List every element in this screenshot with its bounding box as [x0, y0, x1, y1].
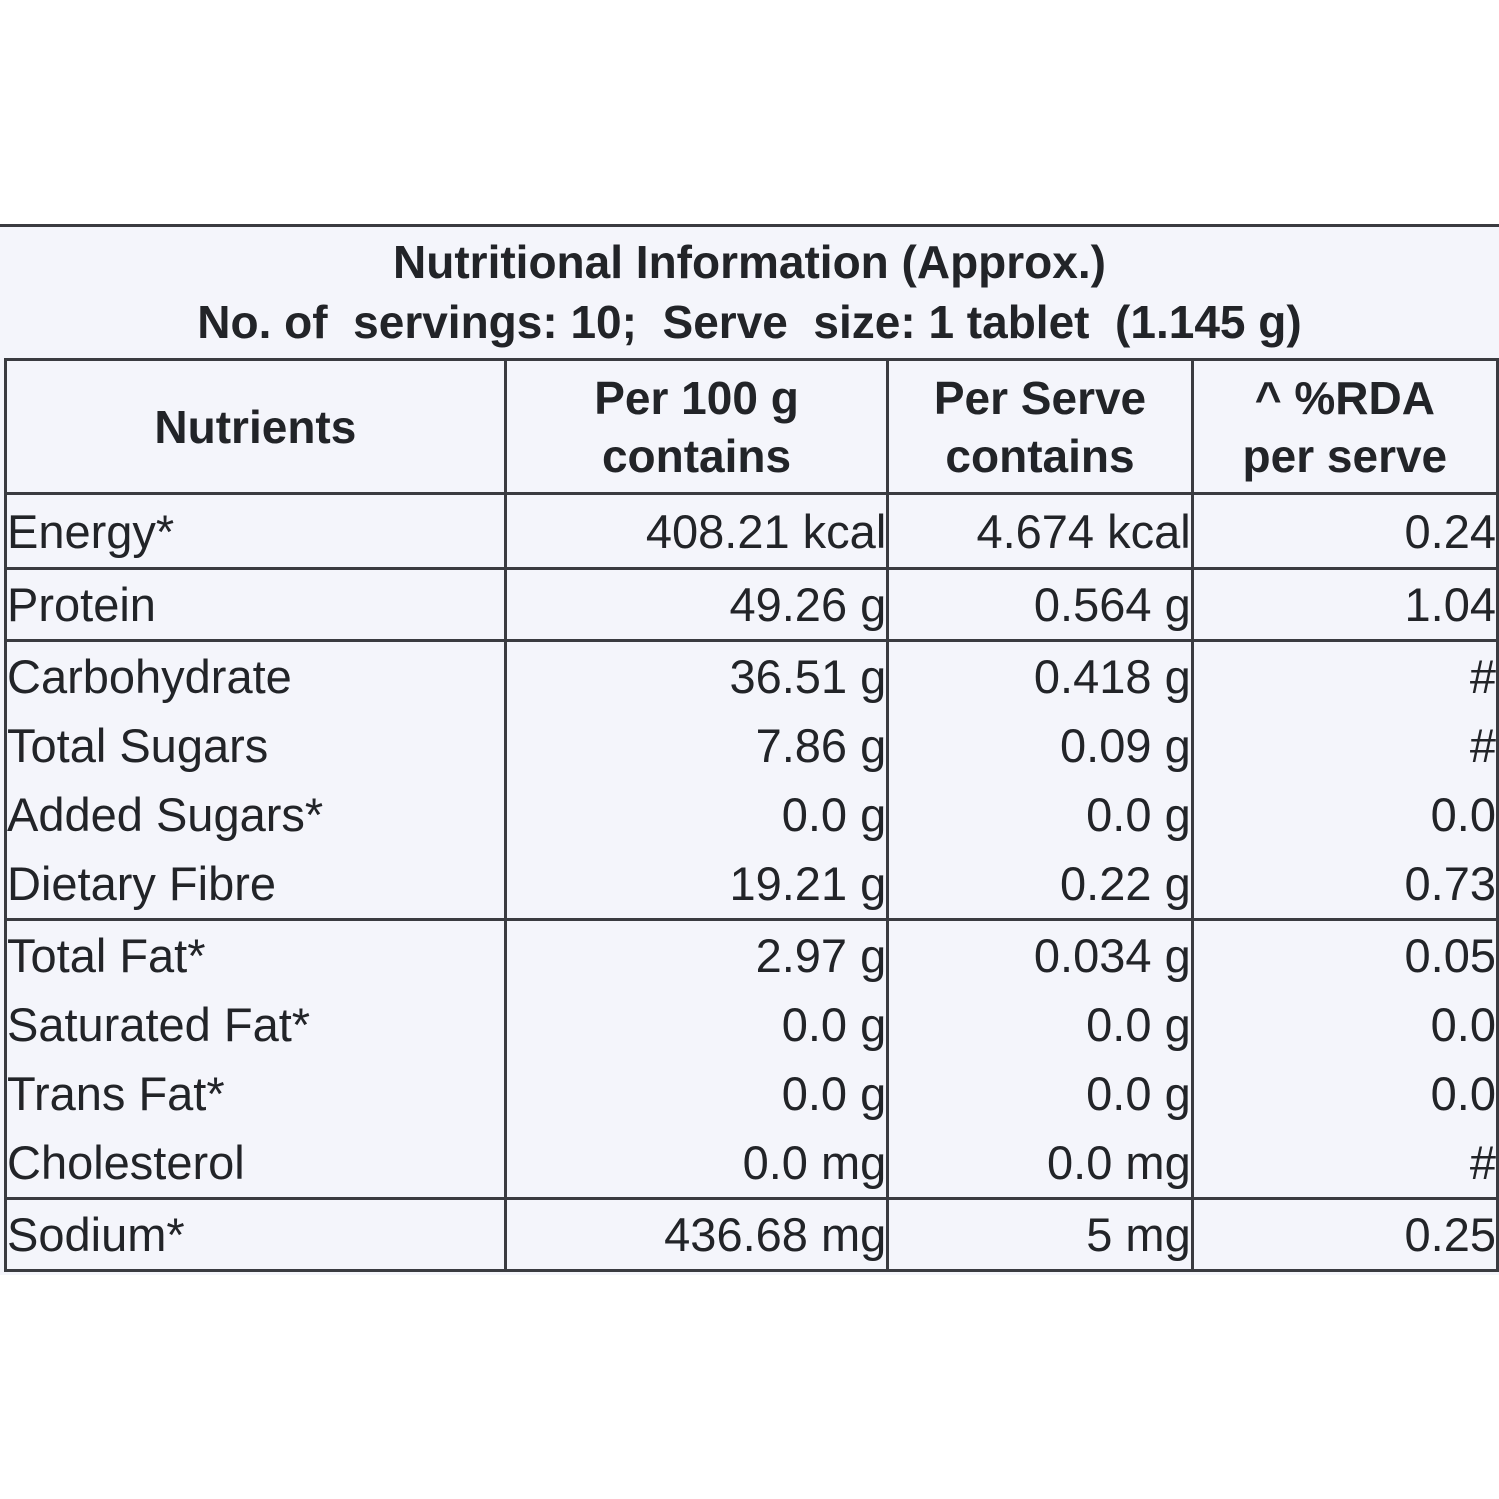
nutrient-name: Added Sugars*: [6, 780, 506, 849]
per-serve-value: 4.674 kcal: [888, 494, 1192, 569]
table-row: [6, 1199, 1498, 1271]
per-100g-value: 36.51 g: [505, 641, 888, 712]
column-header-per-100g: [505, 360, 888, 494]
nutrient-name: Carbohydrate: [6, 641, 506, 712]
per-100g-value: 0.0 mg: [505, 1128, 888, 1199]
per-100g-value: 7.86 g: [505, 711, 888, 780]
table-row: [6, 711, 1498, 780]
per-serve-value: 0.22 g: [888, 849, 1192, 920]
nutrient-name: Total Sugars: [6, 711, 506, 780]
per-serve-value: 0.0 g: [888, 1059, 1192, 1128]
rda-value: 0.24: [1192, 494, 1497, 569]
per-100g-value: 49.26 g: [505, 569, 888, 641]
per-100g-value: 2.97 g: [505, 920, 888, 991]
per-100g-value: 0.0 g: [505, 1059, 888, 1128]
per-serve-value: 0.034 g: [888, 920, 1192, 991]
rda-value: 0.05: [1192, 920, 1497, 991]
nutrition-table: [4, 358, 1499, 1272]
per-100g-value: 436.68 mg: [505, 1199, 888, 1271]
nutrient-name: Energy*: [6, 494, 506, 569]
column-header-rda: [1192, 360, 1497, 494]
table-row: [6, 780, 1498, 849]
nutrient-name: Protein: [6, 569, 506, 641]
nutrient-name: Dietary Fibre: [6, 849, 506, 920]
table-row: [6, 494, 1498, 569]
rda-value: #: [1192, 641, 1497, 712]
column-header-label: contains: [945, 429, 1135, 482]
per-serve-value: 0.09 g: [888, 711, 1192, 780]
nutrient-name: Trans Fat*: [6, 1059, 506, 1128]
rda-value: 0.0: [1192, 1059, 1497, 1128]
table-row: [6, 920, 1498, 991]
label-title: Nutritional Information (Approx.): [393, 236, 1106, 288]
column-header-label: Per 100 g: [594, 371, 799, 424]
per-100g-value: 408.21 kcal: [505, 494, 888, 569]
per-serve-value: 0.0 g: [888, 780, 1192, 849]
per-100g-value: 19.21 g: [505, 849, 888, 920]
nutrient-name: Saturated Fat*: [6, 990, 506, 1059]
per-serve-value: 0.418 g: [888, 641, 1192, 712]
rda-value: 0.0: [1192, 780, 1497, 849]
column-header-label: ^ %RDA: [1254, 371, 1435, 424]
table-row: [6, 1128, 1498, 1199]
per-serve-value: 0.564 g: [888, 569, 1192, 641]
column-header-nutrients: [6, 360, 506, 494]
table-row: [6, 849, 1498, 920]
table-row: [6, 1059, 1498, 1128]
nutrient-name: Sodium*: [6, 1199, 506, 1271]
label-header: [0, 232, 1499, 352]
per-100g-value: 0.0 g: [505, 990, 888, 1059]
column-header-per-serve: [888, 360, 1192, 494]
column-header-label: Per Serve: [933, 371, 1147, 424]
rda-value: #: [1192, 711, 1497, 780]
per-serve-value: 0.0 g: [888, 990, 1192, 1059]
per-serve-value: 5 mg: [888, 1199, 1192, 1271]
rda-value: 1.04: [1192, 569, 1497, 641]
serving-info: No. of servings: 10; Serve size: 1 tablet (1.145 g): [197, 296, 1302, 348]
column-header-label: per serve: [1242, 429, 1448, 482]
rda-value: 0.0: [1192, 990, 1497, 1059]
table-row: [6, 990, 1498, 1059]
table-row: [6, 641, 1498, 712]
rda-value: 0.25: [1192, 1199, 1497, 1271]
per-100g-value: 0.0 g: [505, 780, 888, 849]
per-serve-value: 0.0 mg: [888, 1128, 1192, 1199]
table-row: [6, 569, 1498, 641]
nutrient-name: Total Fat*: [6, 920, 506, 991]
table-header-row: [6, 360, 1498, 494]
column-header-label: contains: [601, 429, 792, 482]
column-header-label: Nutrients: [154, 400, 357, 453]
nutrient-name: Cholesterol: [6, 1128, 506, 1199]
rda-value: #: [1192, 1128, 1497, 1199]
rda-value: 0.73: [1192, 849, 1497, 920]
